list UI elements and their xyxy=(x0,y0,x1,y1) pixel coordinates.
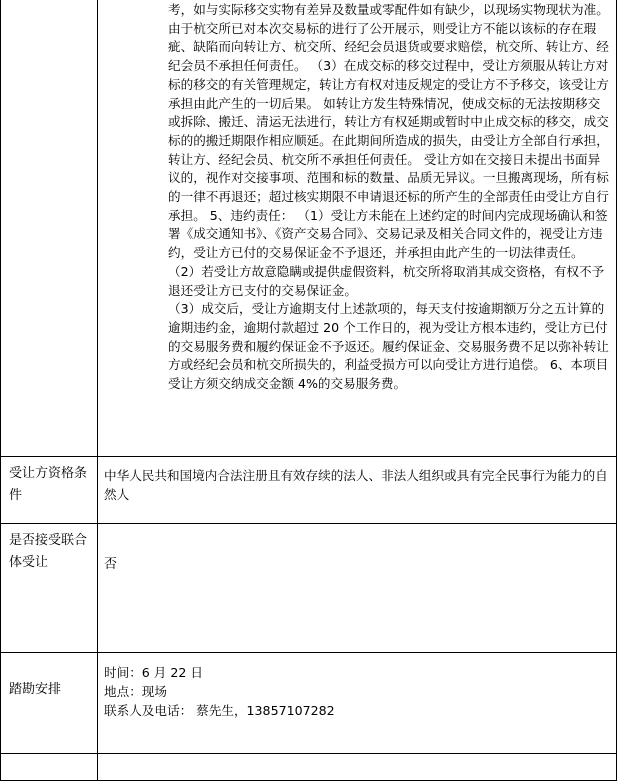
site-visit-label: 踏勘安排 xyxy=(1,653,98,754)
row-label xyxy=(1,0,98,457)
table-row xyxy=(1,653,617,754)
table-row xyxy=(1,524,617,653)
terms-paragraph: 考，如与实际移交实物有差异及数量或零配件如有缺少，以现场实物现状为准。由于杭交所已对本次交易标的进行了公开展示，则受让方不能以该标的存在瑕疵、缺陷而向转让方、杭交所、经纪会员退货或要求赔偿，杭交所、转让方、经纪会员不承担任何责任。 （3）在成交标的移交过程中，受让方须服从转让方对标的移交的有关管理规定，转让方有权对违反规定的受让方不予移交，该受让方承担由此产生的一切后果。 如转让方发生特殊情况，使成交标的无法按期移交或拆除、搬迁、清运无法进行，转让方有权延期或暂时中止成交标的移交，成交标的的搬迁期限作相应顺延。在此期间所造成的损失，由受让方全部自行承担，转让方、经纪会员、杭交所不承担任何责任。 受让方如在交接日未提出书面异议的，视作对交接事项、范围和标的数量、品质无异议。一旦搬离现场，所有标的一律不再退还；超过核实期限不申请退还标的所产生的全部责任由受让方自行承担。 5、违约责任： （1）受让方未能在上述约定的时间内完成现场确认和签署《成交通知书》、《资产交易合同》、交易记录及相关合同文件的，视受让方违约，受让方已付的交易保证金不予退还，并承担由此产生的一切法律责任。 （2）若受让方故意隐瞒或提供虚假资料，杭交所将取消其成交资格，有权不予退还受让方已支付的交易保证金。 xyxy=(168,2,609,298)
table-row xyxy=(1,457,617,524)
qualification-value: 中华人民共和国境内合法注册且有效存续的法人、非法人组织或具有完全民事行为能力的自然人 xyxy=(98,457,617,524)
site-visit-contact: 联系人及电话： 蔡先生，13857107282 xyxy=(104,703,335,718)
next-row-label xyxy=(1,754,98,781)
table-row xyxy=(1,754,617,781)
next-row-value xyxy=(98,754,617,781)
joint-bidding-value: 否 xyxy=(98,524,617,653)
site-visit-details xyxy=(98,653,617,754)
qualification-label: 受让方资格条件 xyxy=(1,457,98,524)
transaction-terms-text xyxy=(98,0,617,457)
terms-paragraph: （3）成交后，受让方逾期支付上述款项的，每天支付按逾期额万分之五计算的逾期违约金，逾期付款超过 20 个工作日的，视为受让方根本违约，受让方已付的交易服务费和履约保证金不予返还。履约保证金、交易服务费不足以弥补转让方或经纪会员和杭交所损失的，利益受损方可以向受让方进行追偿。 6、本项目受让方须交纳成交金额 4%的交易服务费。 xyxy=(168,301,609,392)
joint-bidding-label: 是否接受联合体受让 xyxy=(1,524,98,653)
site-visit-time: 时间：6 月 22 日 xyxy=(104,665,204,680)
table-row xyxy=(1,0,617,457)
site-visit-place: 地点：现场 xyxy=(104,684,167,699)
